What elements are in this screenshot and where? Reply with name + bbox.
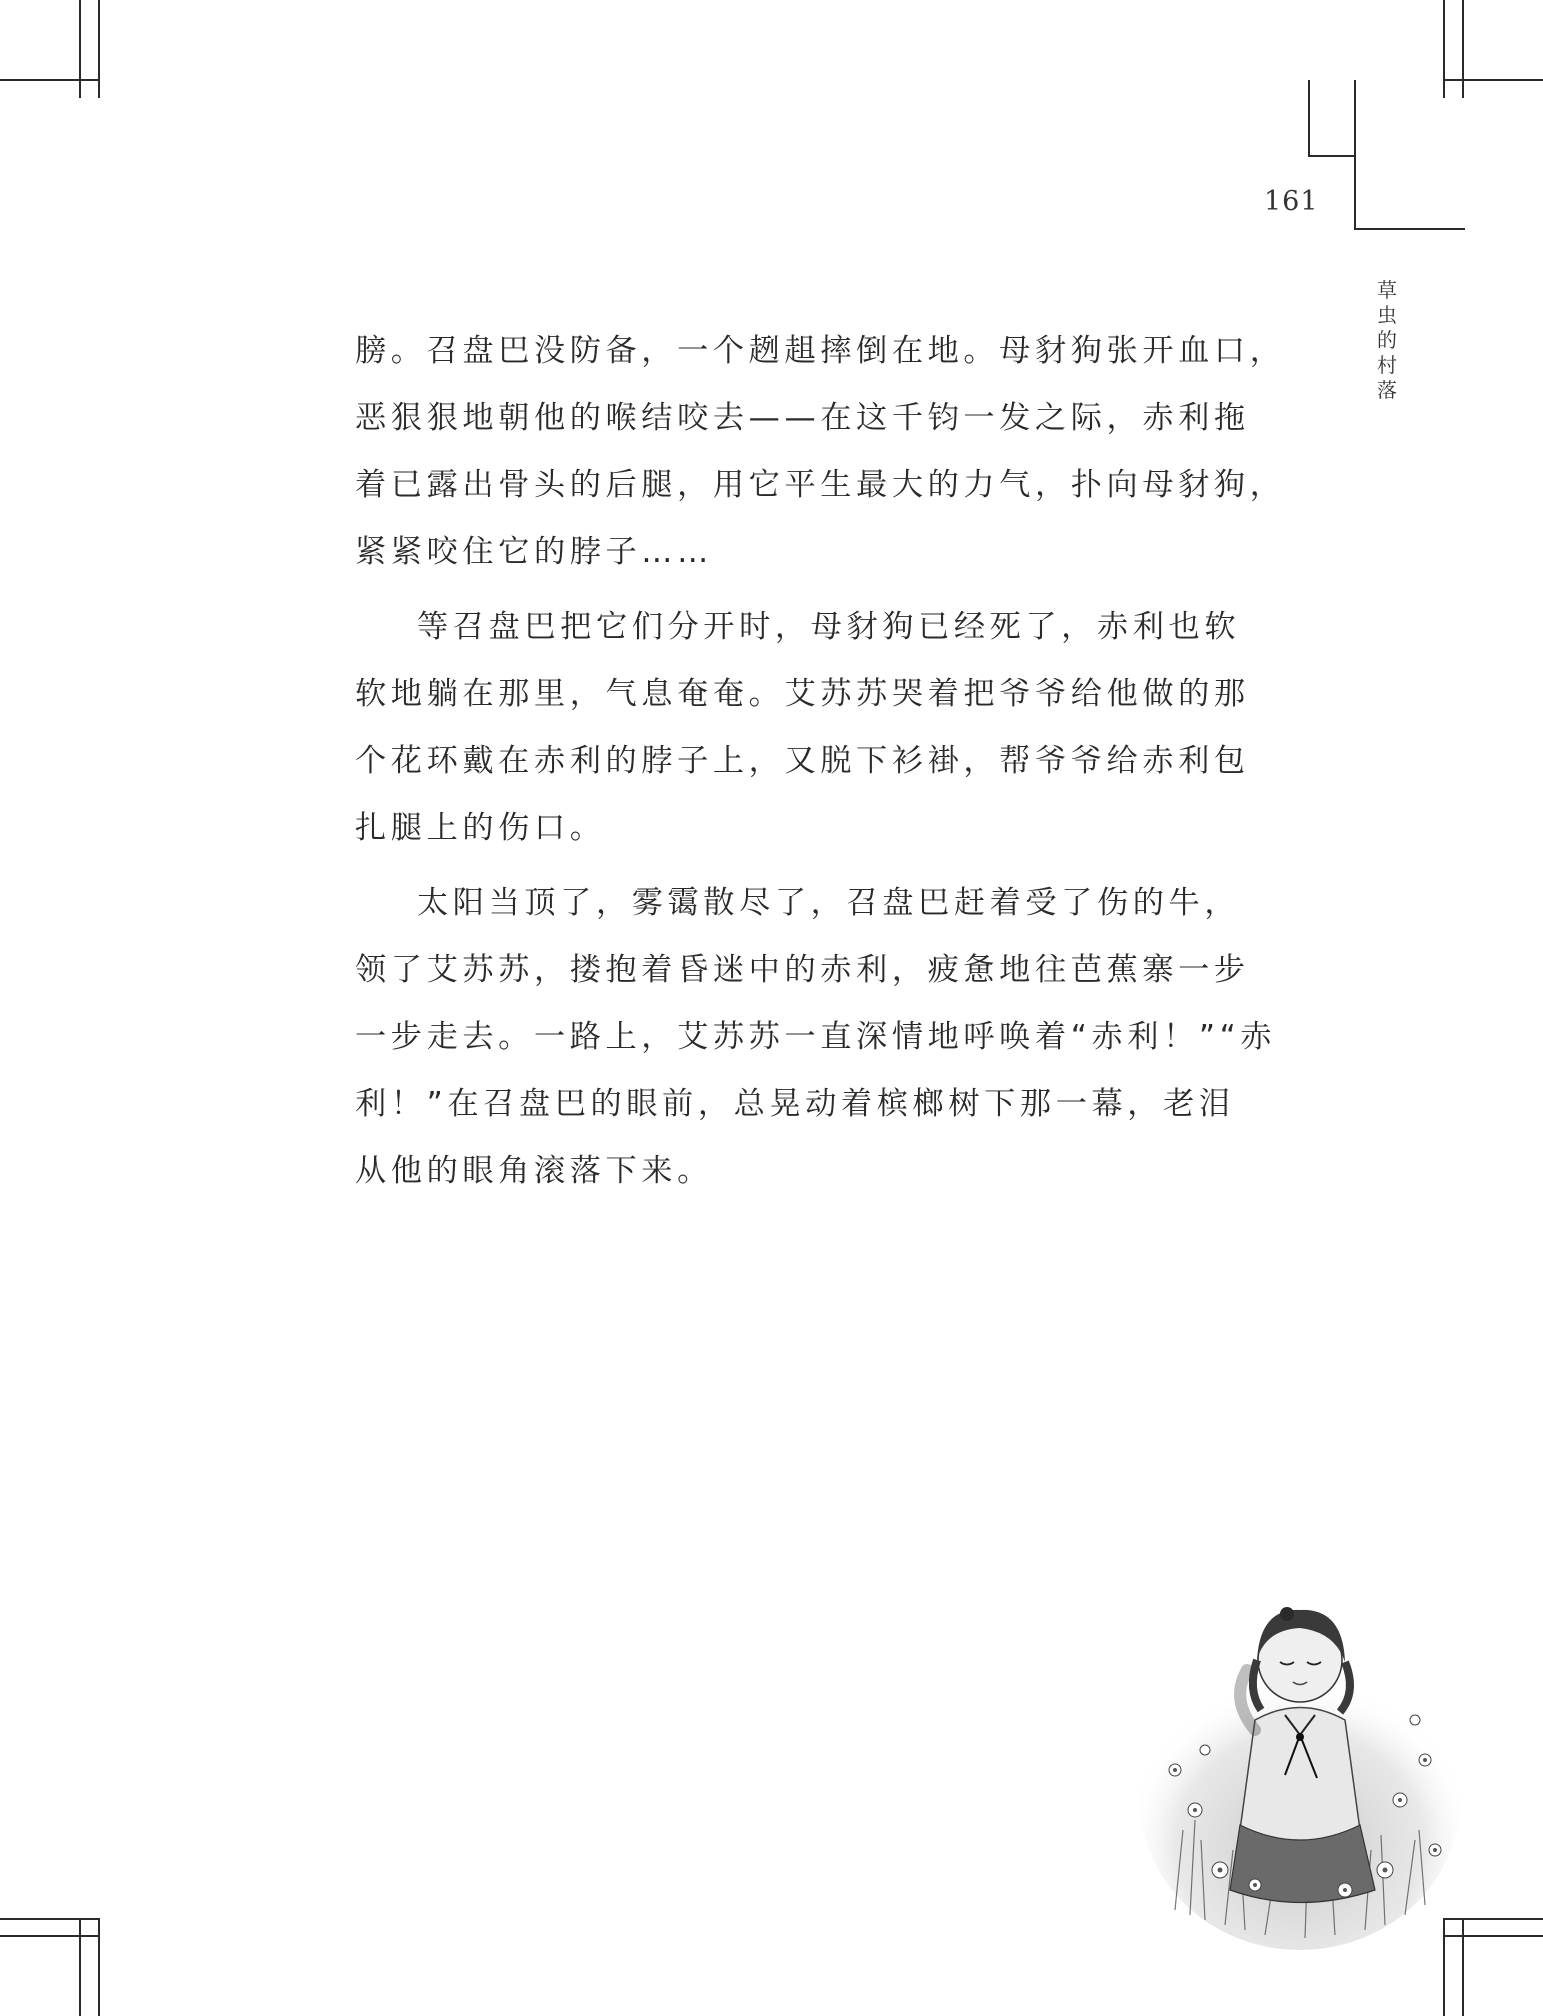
text-line: 恶狠狠地朝他的喉结咬去——在这千钧一发之际，赤利拖: [355, 400, 1250, 436]
text-line: 从他的眼角滚落下来。: [355, 1153, 713, 1189]
paragraph: [355, 594, 1250, 862]
page-frame-h2: [1354, 228, 1465, 230]
text-line: 着已露出骨头的后腿，用它平生最大的力气，扑向母豺狗，: [355, 467, 1286, 503]
text-line: 领了艾苏苏，搂抱着昏迷中的赤利，疲惫地往芭蕉寨一步: [355, 952, 1250, 988]
text-line: 软地躺在那里，气息奄奄。艾苏苏哭着把爷爷给他做的那: [355, 676, 1250, 712]
text-line: 太阳当顶了，雾霭散尽了，召盘巴赶着受了伤的牛，: [417, 885, 1241, 921]
paragraph: [355, 318, 1286, 586]
crop-mark-bl-v: [79, 1918, 81, 2016]
text-line: 利！”在召盘巴的眼前，总晃动着槟榔树下那一幕，老泪: [355, 1086, 1235, 1122]
running-title-char: 村: [1377, 353, 1397, 377]
page-frame-v1: [1308, 80, 1310, 156]
girl-in-flower-field-sketch-icon: [1135, 1570, 1465, 1950]
paragraph: [355, 870, 1277, 1205]
trim-line-bottom-left-v: [98, 1918, 100, 2016]
text-line: 等召盘巴把它们分开时，母豺狗已经死了，赤利也软: [417, 609, 1241, 645]
body-text: [355, 318, 1286, 1205]
running-title-char: 的: [1377, 328, 1397, 352]
text-line: 个花环戴在赤利的脖子上，又脱下衫褂，帮爷爷给赤利包: [355, 743, 1250, 779]
page-frame-v2: [1354, 80, 1356, 230]
crop-mark-tr-h: [1445, 79, 1543, 81]
page-number: 161: [1264, 186, 1319, 217]
crop-mark-tr-v: [1462, 0, 1464, 98]
trim-line-top-right-v: [1443, 0, 1445, 98]
running-title-char: 落: [1377, 378, 1397, 402]
text-line: 一步走去。一路上，艾苏苏一直深情地呼唤着“赤利！”“赤: [355, 1019, 1277, 1055]
text-line: 膀。召盘巴没防备，一个趔趄摔倒在地。母豺狗张开血口，: [355, 333, 1286, 369]
text-line: 扎腿上的伤口。: [355, 810, 606, 846]
running-title-char: 虫: [1377, 303, 1397, 327]
crop-mark-bl-h: [0, 1935, 98, 1937]
text-line: 紧紧咬住它的脖子……: [355, 534, 713, 570]
trim-line-bottom-left-h: [0, 1918, 98, 1920]
running-title-char: 草: [1377, 278, 1397, 302]
page-frame-h1: [1308, 155, 1356, 157]
crop-mark-tl-v: [79, 0, 81, 98]
running-title: [1372, 278, 1402, 403]
crop-mark-tl-h: [0, 79, 98, 81]
trim-line-top-left-v: [98, 0, 100, 98]
